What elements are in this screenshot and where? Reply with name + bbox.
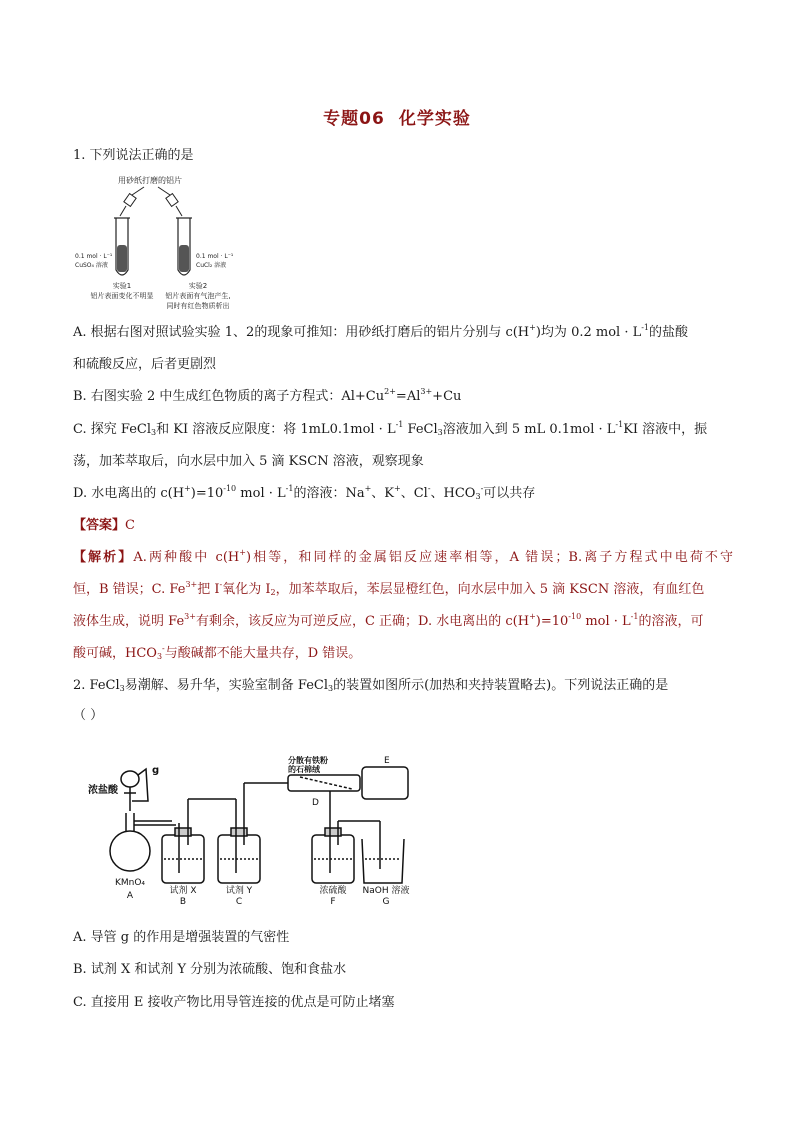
fig-label-iron-1: 分散有铁粉	[288, 756, 328, 765]
q2-option-c: C. 直接用 E 接收产物比用导管连接的优点是可防止堵塞	[73, 995, 395, 1010]
q1-fig-exp2-caption-1: 铝片表面有气泡产生,	[165, 292, 231, 300]
q1-fig-right-sol-1: 0.1 mol · L⁻¹	[196, 253, 234, 260]
q1-fig-left-sol-2: CuSO₄ 溶液	[75, 262, 108, 269]
bottle-b	[162, 799, 236, 883]
q1-analysis-line1: 【解析】A.两种酸中 c(H+)相等，和同样的金属铝反应速率相等，A 错误；B.离子方程式中电荷不守	[73, 548, 733, 565]
fig-label-c: C	[235, 897, 243, 905]
q1-fig-left-sol-1: 0.1 mol · L⁻¹	[75, 253, 113, 260]
fig-label-a: A	[126, 891, 134, 901]
fig-label-g-beaker: G	[382, 897, 390, 905]
q1-figure-test-tubes	[70, 170, 250, 315]
fig-label-iron-2: 的石棉绒	[288, 765, 320, 774]
q1-option-a-line2: 和硫酸反应，后者更剧烈	[73, 357, 217, 372]
fig-label-naoh: NaOH 溶液	[362, 886, 410, 896]
q1-option-a-line1: A. 根据右图对照试验实验 1、2的现象可推知：用砂纸打磨后的铝片分别与 c(H+)均为 0.2 mol · $L^{-1}$的盐酸	[73, 323, 689, 340]
bottle-c	[218, 783, 288, 883]
fig-label-b: B	[179, 897, 187, 905]
fig-label-f: F	[330, 897, 336, 905]
q1-option-d: D. 水电离出的 $c(H^+)=10^{-10}$ mol · $L^{-1}$的溶液：Na+、K+、Cl-、$HCO_3^-$可以共存	[73, 484, 536, 501]
fig-label-conc-hcl: 浓盐酸	[88, 785, 118, 796]
q2-paren: （ ）	[73, 708, 104, 723]
left-test-tube	[114, 218, 130, 275]
q1-fig-exp2-caption-2: 同时有红色物质析出	[166, 302, 230, 310]
q1-fig-exp2-title: 实验2	[188, 282, 208, 290]
page-title	[0, 104, 794, 129]
title-prefix: 专题06	[323, 109, 385, 129]
flask-a	[110, 769, 176, 871]
title-topic: 化学实验	[398, 109, 471, 129]
right-test-tube	[176, 218, 192, 275]
q1-stem: 1. 下列说法正确的是	[73, 148, 194, 163]
q1-analysis-line3: 液体生成，说明 $Fe^{3+}$有剩余，该反应为可逆反应，C 正确；D. 水电离出的 $c(H^+)=10^{-10}$ mol · $L^{-1}$的溶液，可	[73, 612, 704, 629]
fig-label-reagent-y: 试剂 Y	[225, 886, 253, 896]
q1-option-c-line2: 荡，加苯萃取后，向水层中加入 5 滴 KSCN 溶液，观察现象	[73, 454, 424, 469]
q2-figure-apparatus	[80, 755, 420, 905]
fig-label-e: E	[384, 756, 390, 766]
left-dropper-icon	[120, 187, 144, 216]
fig-label-d: D	[312, 798, 319, 808]
q1-option-b: B. 右图实验 2 中生成红色物质的离子方程式：$Al+Cu^{2+}=Al^{3+}+Cu$	[73, 387, 462, 404]
q1-option-c-line1: C. 探究 FeCl$_3$和 KI 溶液反应限度：将 $1mL0.1mol \cdot L^{-1}$ FeCl$_3$溶液加入到 5 mL $0.1mol \cdot L^{-1}KI$ 溶液中，振	[73, 420, 708, 437]
q1-analysis-line2: 恒，B 错误；C. $Fe^{3+}$把 I-氧化为 $I_2$，加苯萃取后，苯层显橙红色，向水层中加入 5 滴 KSCN 溶液，有血红色	[73, 580, 705, 597]
bottle-e	[362, 767, 408, 799]
fig-label-reagent-x: 试剂 X	[169, 886, 197, 896]
bottle-f	[312, 819, 380, 883]
tube-d	[288, 775, 360, 819]
q1-fig-right-sol-2: CuCl₂ 溶液	[196, 262, 227, 269]
beaker-g	[362, 839, 404, 883]
right-dropper-icon	[158, 187, 182, 216]
q1-answer: 【答案】C	[73, 518, 135, 533]
q1-fig-top-label: 用砂纸打磨的铝片	[118, 176, 182, 185]
q1-fig-exp1-title: 实验1	[112, 282, 132, 290]
fig-label-g: g	[152, 765, 160, 776]
fig-label-kmno4: KMnO₄	[114, 878, 146, 888]
q2-option-b: B. 试剂 X 和试剂 Y 分别为浓硫酸、饱和食盐水	[73, 962, 347, 977]
q1-fig-exp1-caption: 铝片表面变化不明显	[90, 292, 154, 300]
q1-analysis-line4: 酸可碱，$HCO_3^-$与酸碱都不能大量共存，D 错误。	[73, 644, 362, 661]
fig-label-conc-h2so4: 浓硫酸	[319, 886, 347, 896]
q2-option-a: A. 导管 g 的作用是增强装置的气密性	[73, 930, 290, 945]
q2-stem: 2. FeCl$_3$易潮解、易升华，实验室制备 FeCl$_3$的装置如图所示(加热和夹持装置略去)。下列说法正确的是	[73, 678, 669, 693]
